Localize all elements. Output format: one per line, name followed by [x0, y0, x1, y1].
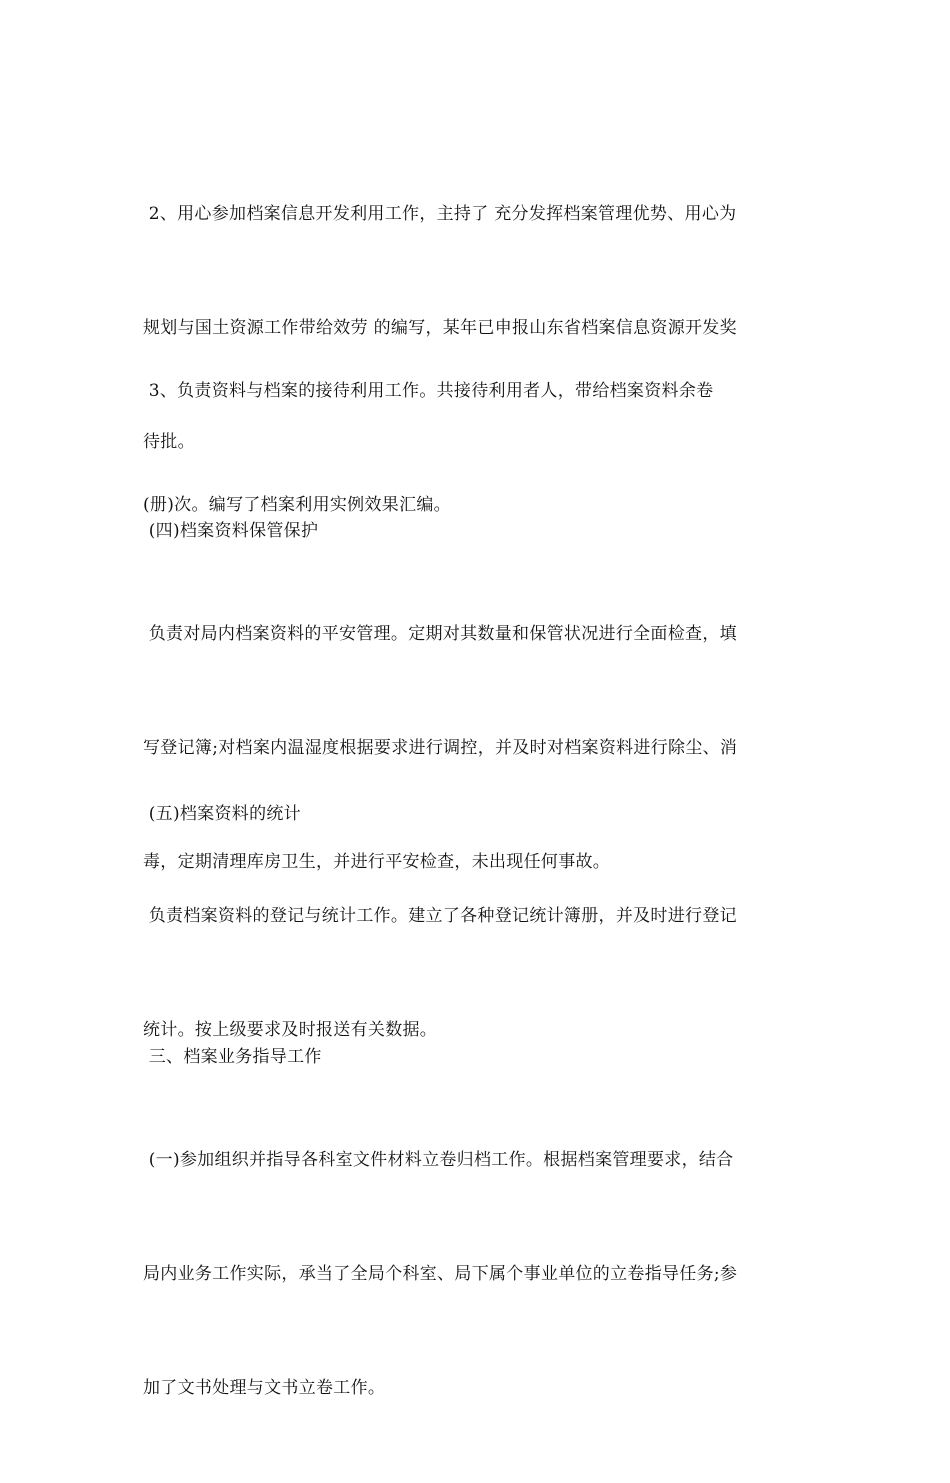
text-line: 负责对局内档案资料的平安管理。定期对其数量和保管状况进行全面检查，填 — [143, 624, 737, 644]
section-heading: 三、档案业务指导工作 — [143, 1047, 322, 1067]
text-line: (一)参加组织并指导各科室文件材料立卷归档工作。根据档案管理要求，结合 — [143, 1150, 734, 1170]
text-line: 加了文书处理与文书立卷工作。 — [143, 1378, 386, 1398]
text-line: (册)次。编写了档案利用实例效果汇编。 — [143, 495, 451, 515]
text-line: 负责档案资料的登记与统计工作。建立了各种登记统计簿册，并及时进行登记 — [143, 906, 737, 926]
text-line: 局内业务工作实际，承当了全局个科室、局下属个事业单位的立卷指导任务;参 — [143, 1264, 738, 1284]
text-line: 写登记簿;对档案内温湿度根据要求进行调控，并及时对档案资料进行除尘、消 — [143, 738, 738, 758]
text-line: 3、负责资料与档案的接待利用工作。共接待利用者人，带给档案资料余卷 — [143, 381, 714, 401]
text-line: 统计。按上级要求及时报送有关数据。 — [143, 1020, 438, 1040]
text-line: 毒，定期清理库房卫生，并进行平安检查，未出现任何事故。 — [143, 852, 611, 872]
text-line: 待批。 — [143, 432, 195, 452]
paragraph-filing-guidance — [143, 1065, 808, 1483]
text-line: 规划与国土资源工作带给效劳 的编写，某年已申报山东省档案信息资源开发奖 — [143, 318, 737, 338]
text-line: 2、用心参加档案信息开发利用工作，主持了 充分发挥档案管理优势、用心为 — [143, 204, 737, 224]
section-heading: (五)档案资料的统计 — [143, 804, 301, 824]
section-heading: (四)档案资料保管保护 — [143, 521, 319, 541]
